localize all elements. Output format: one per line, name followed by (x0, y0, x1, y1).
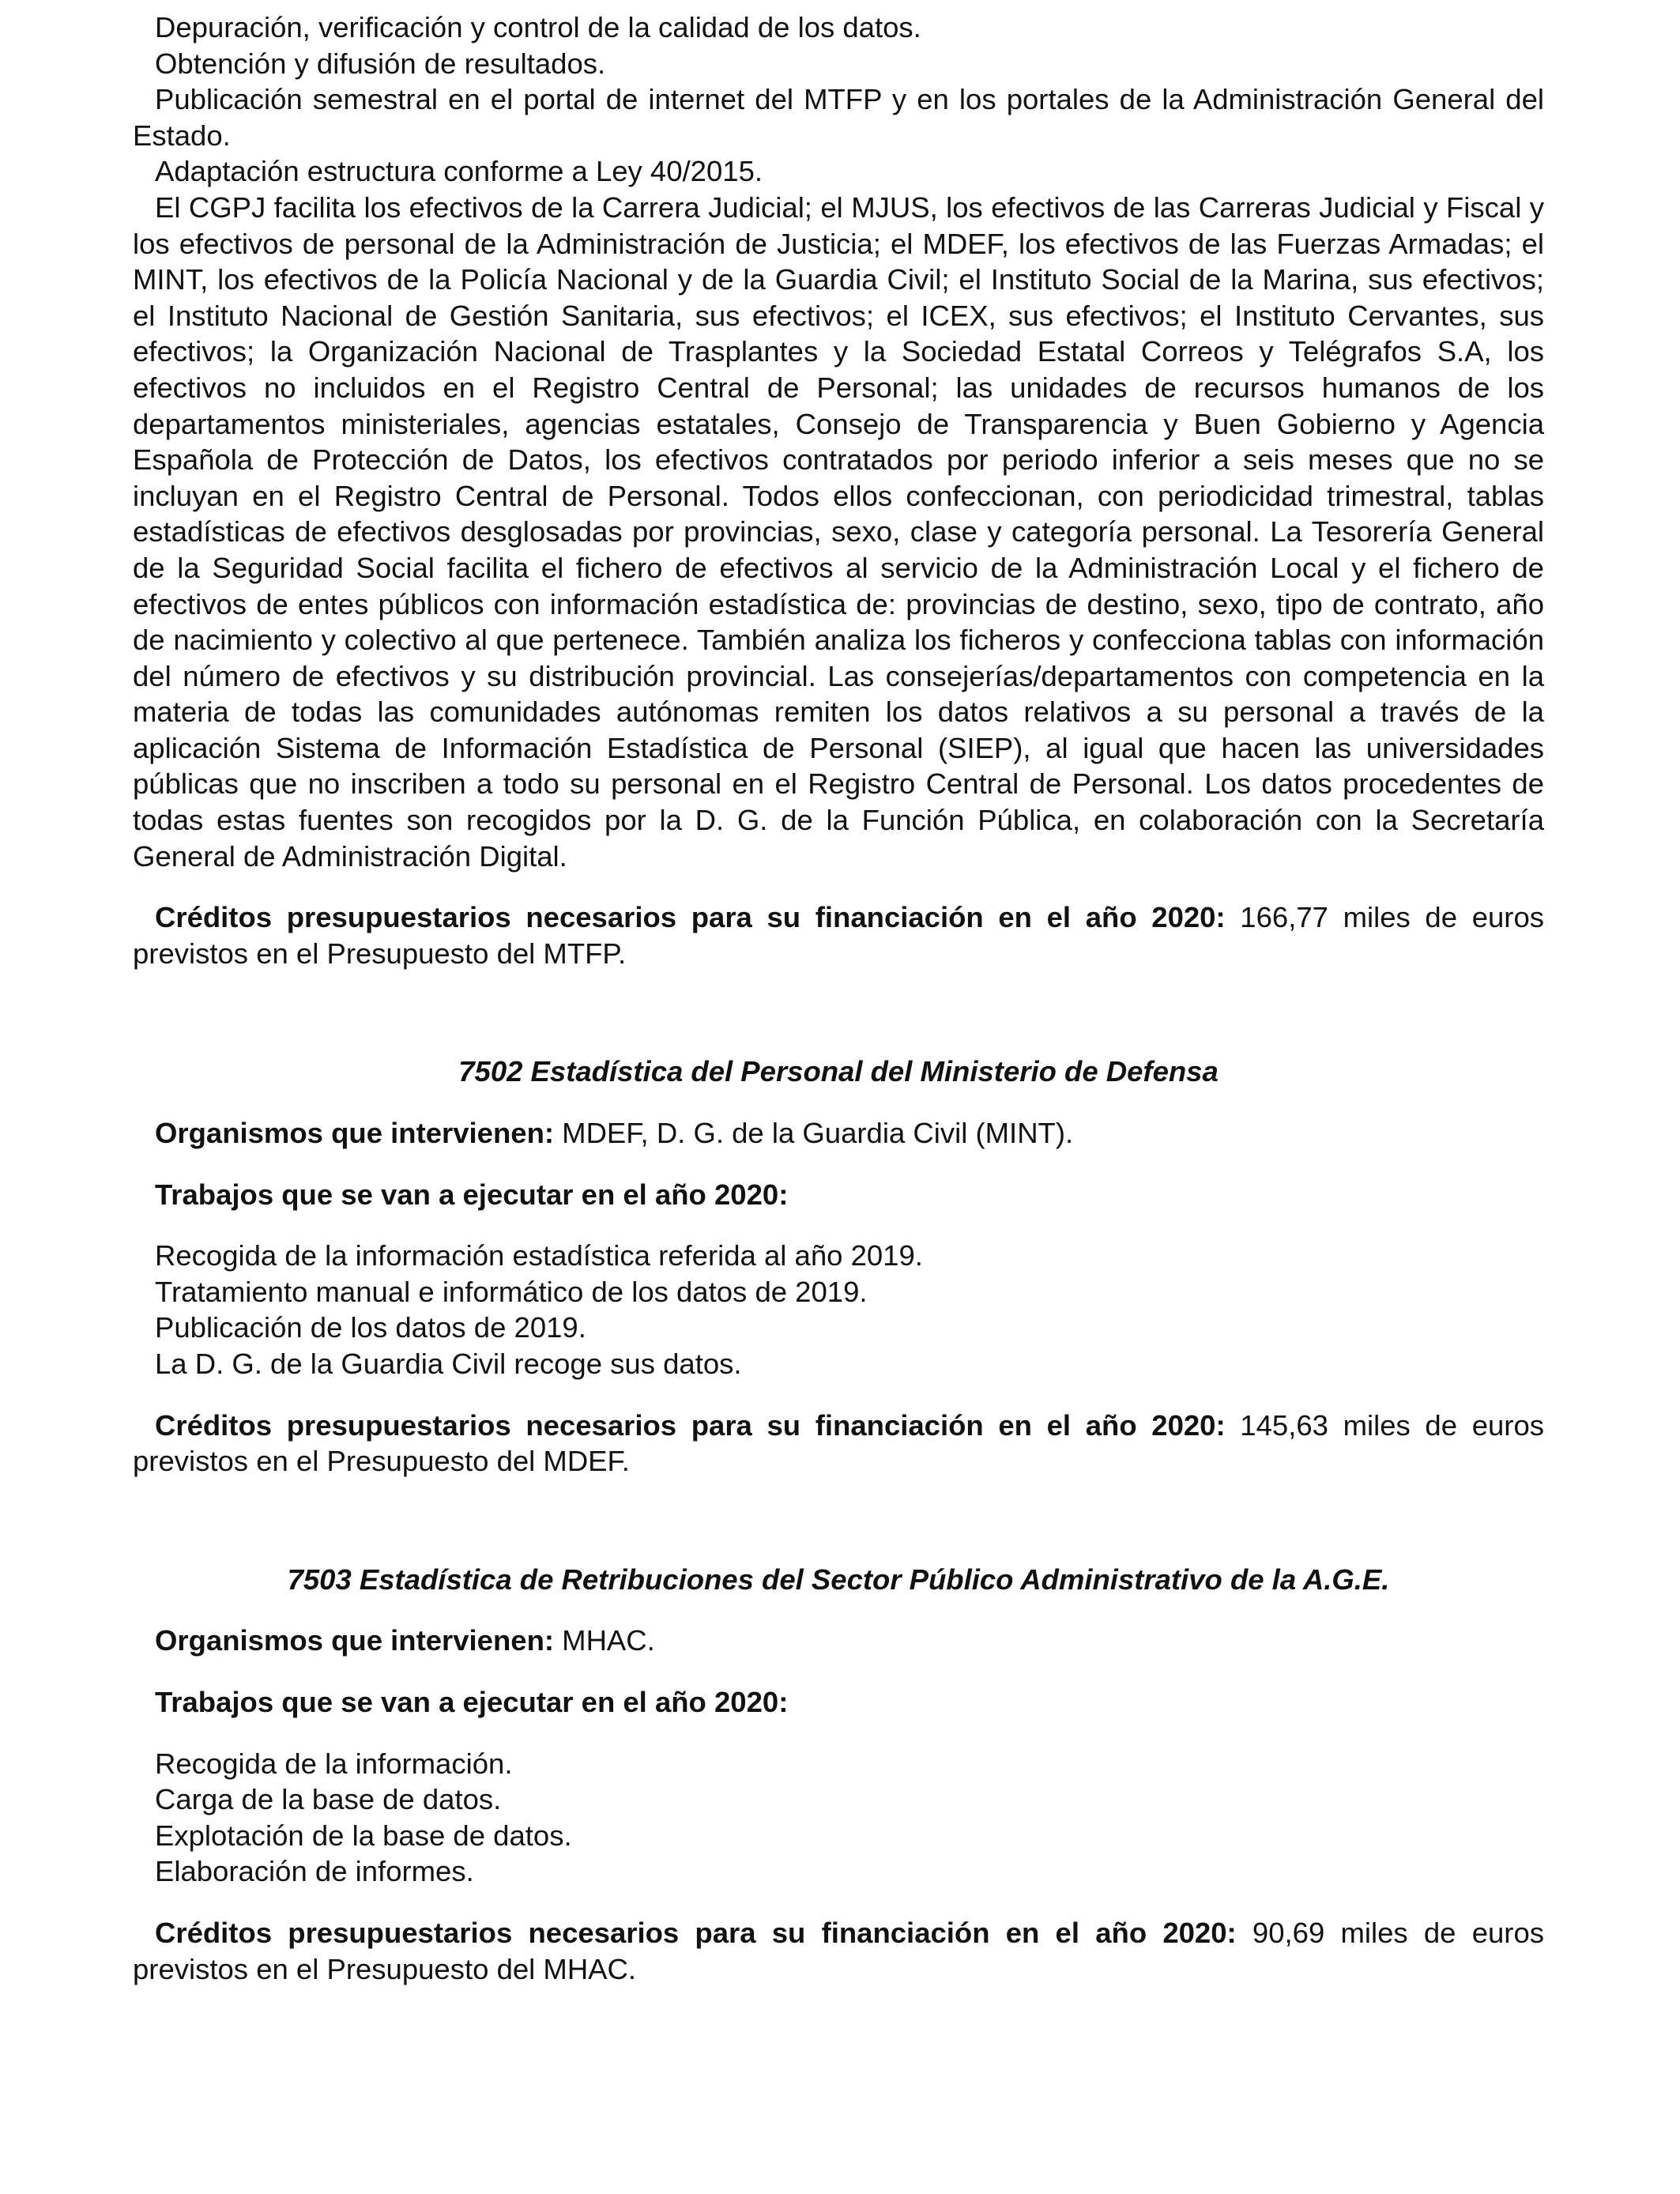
creditos-value: 90,69 miles de euros previstos en el Presupuesto del MHAC. (133, 1916, 1545, 1985)
list-item: Tratamiento manual e informático de los datos de 2019. (155, 1275, 868, 1308)
creditos-label: Créditos presupuestarios necesarios para su financiación en el año 2020: (155, 901, 1226, 934)
creditos-value: 145,63 miles de euros previstos en el Presupuesto del MDEF. (133, 1408, 1544, 1478)
list-item: Obtención y difusión de resultados. (155, 47, 606, 80)
document-page (133, 9, 1544, 1987)
organismos-label: Organismos que intervienen: (155, 1117, 555, 1150)
section-title-7503: 7503 Estadística de Retribuciones del Sector Público Administrativo de la A.G.E. (287, 1563, 1390, 1596)
list-item: La D. G. de la Guardia Civil recoge sus datos. (155, 1348, 742, 1380)
creditos-value: 166,77 miles de euros previstos en el Presupuesto del MTFP. (133, 901, 1544, 970)
list-item: Recogida de la información estadística referida al año 2019. (155, 1239, 923, 1272)
organismos-paragraph (133, 1623, 1544, 1659)
trabajos-heading: Trabajos que se van a ejecutar en el año 2020: (155, 1685, 789, 1718)
list-item: Elaboración de informes. (155, 1855, 474, 1888)
list-item: Recogida de la información. (155, 1747, 513, 1780)
list-item: Publicación de los datos de 2019. (155, 1311, 586, 1344)
paragraph-fuentes: El CGPJ facilita los efectivos de la Carrera Judicial; el MJUS, los efectivos de las Carreras Judicial y Fiscal y los efectivos de personal de la Administración de Justicia; el MDEF, los efectivos de las Fuerzas Armadas; el MINT, los efectivos de la Policía Nacional y de la Guardia Civil; el Instituto Social de la Marina, sus efectivos; el Instituto Nacional de Gestión Sanitaria, sus efectivos; el ICEX, sus efectivos; el Instituto Cervantes, sus efectivos; la Organización Nacional de Trasplantes y la Sociedad Estatal Correos y Telégrafos S.A, los efectivos no incluidos en el Registro Central de Personal; las unidades de recursos humanos de los departamentos ministeriales, agencias estatales, Consejo de Transparencia y Buen Gobierno y Agencia Española de Protección de Datos, los efectivos contratados por periodo inferior a seis meses que no se incluyan en el Registro Central de Personal. Todos ellos confeccionan, con periodicidad trimestral, tablas estadísticas de efectivos desglosadas por provincias, sexo, clase y categoría personal. La Tesorería General de la Seguridad Social facilita el fichero de efectivos al servicio de la Administración Local y el fichero de efectivos de entes públicos con información estadística de: provincias de destino, sexo, tipo de contrato, año de nacimiento y colectivo al que pertenece. También analiza los ficheros y confecciona tablas con información del número de efectivos y su distribución provincial. Las consejerías/departamentos con competencia en la materia de todas las comunidades autónomas remiten los datos relativos a su personal a través de la aplicación Sistema de Información Estadística de Personal (SIEP), al igual que hacen las universidades públicas que no inscriben a todo su personal en el Registro Central de Personal. Los datos procedentes de todas estas fuentes son recogidos por la D. G. de la Función Pública, en colaboración con la Secretaría General de Administración Digital. (133, 190, 1544, 873)
organismos-label: Organismos que intervienen: (155, 1624, 555, 1657)
trabajos-heading: Trabajos que se van a ejecutar en el año 2020: (155, 1178, 789, 1211)
creditos-label: Créditos presupuestarios necesarios para su financiación en el año 2020: (155, 1916, 1237, 1949)
creditos-paragraph (133, 1915, 1544, 1987)
list-item: Carga de la base de datos. (155, 1783, 502, 1816)
list-item: Adaptación estructura conforme a Ley 40/2015. (155, 155, 763, 188)
creditos-paragraph (133, 1408, 1544, 1480)
creditos-label: Créditos presupuestarios necesarios para su financiación en el año 2020: (155, 1408, 1226, 1442)
list-item: Explotación de la base de datos. (155, 1819, 572, 1852)
list-item: Depuración, verificación y control de la calidad de los datos. (155, 11, 921, 43)
section-title-7502: 7502 Estadística del Personal del Ministerio de Defensa (458, 1055, 1219, 1088)
organismos-paragraph (133, 1115, 1544, 1152)
paragraph-publicacion: Publicación semestral en el portal de internet del MTFP y en los portales de la Administración General del Estado. (133, 83, 1544, 152)
creditos-paragraph (133, 899, 1544, 971)
organismos-value: MDEF, D. G. de la Guardia Civil (MINT). (554, 1117, 1074, 1150)
organismos-value: MHAC. (554, 1624, 655, 1657)
